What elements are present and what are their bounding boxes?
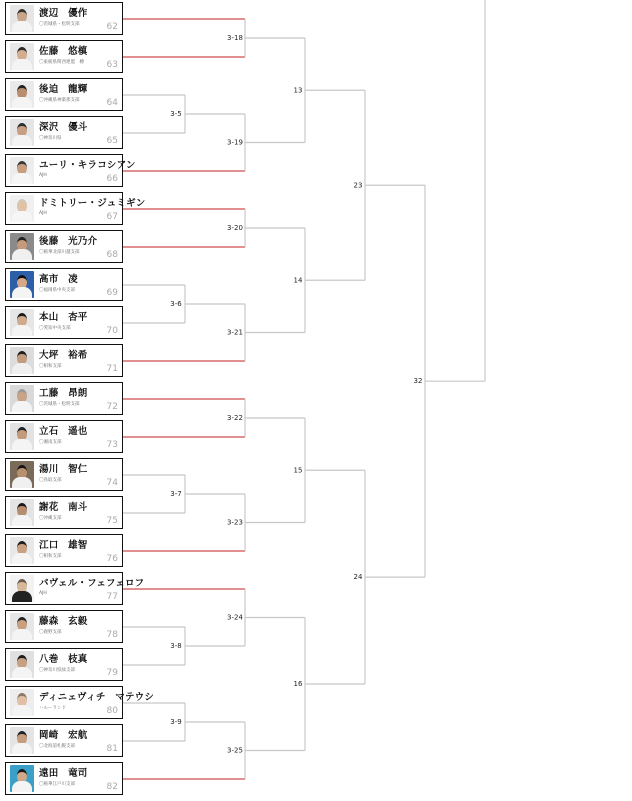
match-label: 13 <box>293 86 303 95</box>
match-label: 3-8 <box>170 642 182 650</box>
player-number: 67 <box>106 212 118 222</box>
player-name: 江口 雄智 <box>39 540 88 551</box>
player-name: ユーリ・キラコシアン <box>39 160 136 171</box>
player-name: ドミトリー・ジュミギン <box>39 198 146 209</box>
match-label: 15 <box>293 466 303 475</box>
match-label: 3-5 <box>170 110 182 118</box>
player-affiliation: ハルーランド <box>39 706 66 711</box>
match-label: 3-7 <box>170 490 182 498</box>
match-label: 3-25 <box>227 746 243 755</box>
player-number: 76 <box>106 554 118 564</box>
player-number: 74 <box>106 478 118 488</box>
player-affiliation: 〇茨城県・松明支部 <box>39 22 80 27</box>
match-label: 3-24 <box>227 613 243 622</box>
player-name: 深沢 優斗 <box>39 122 88 133</box>
player-name: 高市 凌 <box>39 274 78 285</box>
player-number: 81 <box>106 744 118 754</box>
player-affiliation: 〇沖縄支部 <box>39 516 62 521</box>
player-number: 77 <box>106 592 118 602</box>
player-number: 63 <box>106 60 118 70</box>
player-affiliation: AJH <box>39 173 47 178</box>
player-affiliation: 〇愛知中央支部 <box>39 326 71 331</box>
player-name: 本山 杏平 <box>39 312 88 323</box>
player-number: 82 <box>106 782 118 792</box>
player-number: 70 <box>106 326 118 336</box>
player-affiliation: 〇鹿野支部 <box>39 630 62 635</box>
player-affiliation: 〇栃華江戸川支部 <box>39 782 75 787</box>
player-number: 68 <box>106 250 118 260</box>
player-name: 立石 遥也 <box>39 426 88 437</box>
player-affiliation: 〇北海道札幌支部 <box>39 744 75 749</box>
player-name: 藤森 玄毅 <box>39 616 88 627</box>
match-label: 3-23 <box>227 518 243 527</box>
player-affiliation: 〇神奈川県緑支部 <box>39 668 75 673</box>
player-affiliation: 〇沖縄県神楽那支部 <box>39 98 80 103</box>
match-label: 3-18 <box>227 34 243 42</box>
player-affiliation: AJH <box>39 591 47 596</box>
match-label: 23 <box>353 181 363 190</box>
player-name: 後藤 光乃介 <box>39 236 98 247</box>
player-name: パヴェル・フェフェロフ <box>39 578 145 589</box>
match-label: 14 <box>293 276 303 285</box>
player-affiliation: AJH <box>39 211 47 216</box>
player-number: 80 <box>106 706 118 716</box>
player-affiliation: 〇東栃県関西連盟 樽 <box>39 60 84 65</box>
player-number: 75 <box>106 516 118 526</box>
player-affiliation: 〇栃華北部川越支部 <box>39 250 80 255</box>
player-number: 69 <box>106 288 118 298</box>
player-name: 後迫 龍輝 <box>39 84 88 95</box>
player-affiliation: 〇神奈川県 <box>39 136 62 141</box>
player-affiliation: 〇湘南支部 <box>39 440 62 445</box>
player-affiliation: 〇相和支部 <box>39 554 62 559</box>
player-name: 工藤 昂朗 <box>39 388 88 399</box>
player-number: 79 <box>106 668 118 678</box>
player-number: 72 <box>106 402 118 412</box>
player-name: 謝花 南斗 <box>39 502 88 513</box>
player-number: 71 <box>106 364 118 374</box>
match-label: 3-20 <box>227 224 243 232</box>
player-number: 66 <box>106 174 118 184</box>
player-name: ディニェヴィチ マテウシ <box>39 692 155 703</box>
match-label: 3-9 <box>170 718 182 726</box>
player-name: 湯川 智仁 <box>39 464 88 475</box>
player-number: 62 <box>106 22 118 32</box>
player-affiliation: 〇福岡県中央支部 <box>39 288 75 293</box>
match-label: 16 <box>293 680 303 688</box>
player-affiliation: 〇相和支部 <box>39 364 62 369</box>
player-name: 遠田 竜司 <box>39 768 88 779</box>
match-label: 32 <box>413 377 423 386</box>
player-number: 78 <box>106 630 118 640</box>
player-number: 65 <box>106 136 118 146</box>
player-number: 73 <box>106 440 118 450</box>
player-name: 佐藤 悠槙 <box>39 46 88 57</box>
match-label: 3-19 <box>227 138 243 147</box>
player-affiliation: 〇茨城県・松明支部 <box>39 402 80 407</box>
player-name: 渡辺 優作 <box>39 8 88 19</box>
match-label: 3-21 <box>227 328 243 337</box>
match-label: 24 <box>353 573 363 582</box>
match-label: 3-6 <box>170 300 182 308</box>
player-name: 八巻 枝真 <box>39 654 88 665</box>
player-number: 64 <box>106 98 118 108</box>
player-affiliation: 〇鳥取支部 <box>39 478 62 483</box>
match-label: 3-22 <box>227 414 243 422</box>
player-name: 岡崎 宏航 <box>39 730 88 741</box>
player-name: 大坪 裕希 <box>39 350 88 361</box>
